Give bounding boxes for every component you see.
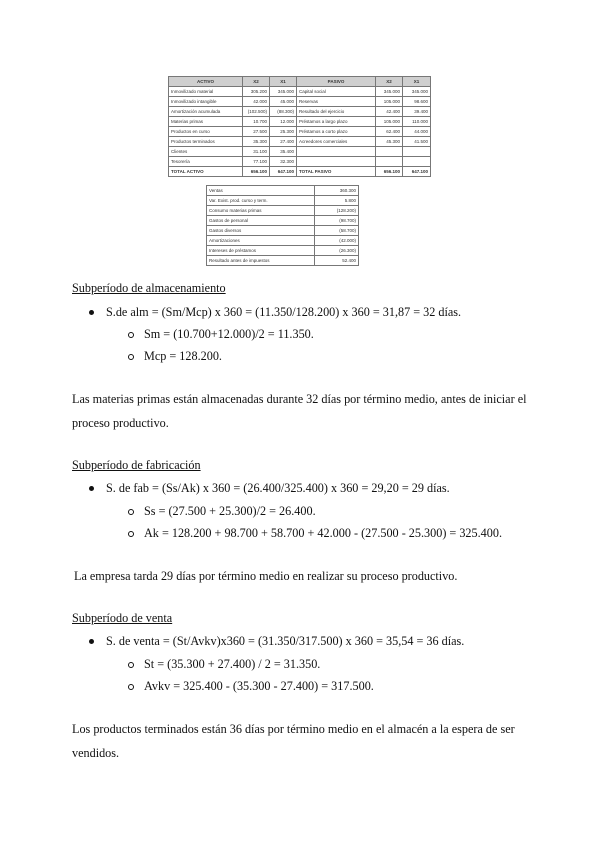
table-row	[169, 127, 431, 137]
table-cell: Gastos de personal	[207, 216, 315, 226]
table-cell	[297, 157, 376, 167]
table-cell: Amortización acumulada	[169, 107, 243, 117]
table-cell: Amortizaciones	[207, 236, 315, 246]
table-cell: 647.100	[403, 167, 431, 177]
table-cell: 345.000	[403, 87, 431, 97]
table-cell: Consumo materias primas	[207, 206, 315, 216]
table-cell: 41.500	[403, 137, 431, 147]
formula-fabricacion: S. de fab = (Ss/Ak) x 360 = (26.400/325.400) x 360 = 29,20 = 29 días.	[106, 481, 450, 495]
table-cell: ACTIVO	[169, 77, 243, 87]
table-cell: 10.700	[243, 117, 270, 127]
table-total-row	[169, 167, 431, 177]
table-cell: 31.100	[243, 147, 270, 157]
table-cell: 345.000	[376, 87, 403, 97]
table-row	[207, 256, 359, 266]
table-cell: 656.100	[243, 167, 270, 177]
table-row	[207, 216, 359, 226]
table-cell: 27.500	[243, 127, 270, 137]
table-cell: Var. Exist. prod. curso y term.	[207, 196, 315, 206]
table-cell: (26.300)	[315, 246, 359, 256]
table-cell: (98.700)	[315, 216, 359, 226]
table-cell: 360.300	[315, 186, 359, 196]
table-cell: 12.000	[270, 117, 297, 127]
paragraph-fabricacion: La empresa tarda 29 días por término medio en realizar su proceso productivo.	[74, 569, 458, 583]
circle-bullet-icon	[128, 354, 134, 360]
sub-ss: Ss = (27.500 + 25.300)/2 = 26.400.	[144, 504, 316, 518]
table-row	[207, 186, 359, 196]
table-cell: 45.000	[270, 97, 297, 107]
table-row	[169, 137, 431, 147]
table-cell: 44.000	[403, 127, 431, 137]
table-cell: TOTAL ACTIVO	[169, 167, 243, 177]
table-row	[207, 196, 359, 206]
table-cell: 305.200	[243, 87, 270, 97]
table-cell: 98.600	[403, 97, 431, 107]
table-cell: X1	[270, 77, 297, 87]
table-cell: Inmovilizado intangible	[169, 97, 243, 107]
table-cell: (102.500)	[243, 107, 270, 117]
table-cell: 27.400	[270, 137, 297, 147]
table-header-row	[169, 77, 431, 87]
bullet-icon	[89, 639, 94, 644]
table-row	[169, 107, 431, 117]
table-cell: (128.200)	[315, 206, 359, 216]
circle-bullet-icon	[128, 332, 134, 338]
income-statement-table	[206, 185, 359, 266]
table-row	[169, 147, 431, 157]
table-cell: Productos terminados	[169, 137, 243, 147]
circle-bullet-icon	[128, 684, 134, 690]
table-row	[169, 87, 431, 97]
table-cell: Préstamos a corto plazo	[297, 127, 376, 137]
table-cell	[376, 147, 403, 157]
paragraph-almacenamiento-line1: Las materias primas están almacenadas durante 32 días por término medio, antes de iniciar el	[72, 392, 527, 406]
table-cell: 110.000	[403, 117, 431, 127]
table-cell: 32.300	[270, 157, 297, 167]
table-cell: Materias primas	[169, 117, 243, 127]
table-cell: 45.300	[376, 137, 403, 147]
balance-table	[168, 76, 431, 177]
table-cell: Intereses de préstamos	[207, 246, 315, 256]
table-row	[207, 236, 359, 246]
table-cell: TOTAL PASIVO	[297, 167, 376, 177]
table-cell: X1	[403, 77, 431, 87]
circle-bullet-icon	[128, 509, 134, 515]
circle-bullet-icon	[128, 662, 134, 668]
formula-venta: S. de venta = (St/Avkv)x360 = (31.350/317.500) x 360 = 35,54 = 36 días.	[106, 634, 465, 648]
table-cell: 35.400	[270, 147, 297, 157]
bullet-icon	[89, 486, 94, 491]
circle-bullet-icon	[128, 531, 134, 537]
table-cell: Resultado del ejercicio	[297, 107, 376, 117]
table-cell: 35.300	[243, 137, 270, 147]
table-cell: 105.000	[376, 97, 403, 107]
table-row	[169, 117, 431, 127]
table-cell: Productos en curso	[169, 127, 243, 137]
table-cell: Resultado antes de impuestos	[207, 256, 315, 266]
sub-sm: Sm = (10.700+12.000)/2 = 11.350.	[144, 327, 314, 341]
sub-ak: Ak = 128.200 + 98.700 + 58.700 + 42.000 - (27.500 - 25.300) = 325.400.	[144, 526, 502, 540]
table-cell	[403, 147, 431, 157]
table-cell: Reservas	[297, 97, 376, 107]
table-cell: 39.400	[403, 107, 431, 117]
table-cell: X2	[376, 77, 403, 87]
sub-st: St = (35.300 + 27.400) / 2 = 31.350.	[144, 657, 321, 671]
paragraph-almacenamiento-line2: proceso productivo.	[72, 416, 169, 430]
table-cell: 5.800	[315, 196, 359, 206]
table-cell: 345.000	[270, 87, 297, 97]
table-cell: Gastos diversos	[207, 226, 315, 236]
table-cell: Clientes	[169, 147, 243, 157]
formula-almacenamiento: S.de alm = (Sm/Mcp) x 360 = (11.350/128.200) x 360 = 31,87 = 32 días.	[106, 305, 462, 319]
table-cell: Acreedores comerciales	[297, 137, 376, 147]
heading-fabricacion: Subperíodo de fabricación	[72, 458, 201, 472]
table-cell: X2	[243, 77, 270, 87]
table-cell: (42.000)	[315, 236, 359, 246]
table-cell: 42.400	[376, 107, 403, 117]
table-row	[207, 226, 359, 236]
table-cell: Capital social	[297, 87, 376, 97]
paragraph-venta-line1: Los productos terminados están 36 días por término medio en el almacén a la espera de ser	[72, 722, 515, 736]
table-cell: 25.300	[270, 127, 297, 137]
table-cell: Tesorería	[169, 157, 243, 167]
table-cell: 105.000	[376, 117, 403, 127]
table-cell: (58.700)	[315, 226, 359, 236]
paragraph-venta-line2: vendidos.	[72, 746, 120, 760]
sub-mcp: Mcp = 128.200.	[144, 349, 222, 363]
table-cell	[297, 147, 376, 157]
table-cell: Ventas	[207, 186, 315, 196]
table-row	[169, 97, 431, 107]
table-cell: (88.300)	[270, 107, 297, 117]
table-cell: 77.100	[243, 157, 270, 167]
table-cell: Préstamos a largo plazo	[297, 117, 376, 127]
table-cell	[403, 157, 431, 167]
table-cell	[376, 157, 403, 167]
table-cell: 647.100	[270, 167, 297, 177]
heading-venta: Subperíodo de venta	[72, 611, 173, 625]
table-cell: 656.100	[376, 167, 403, 177]
table-row	[207, 206, 359, 216]
table-cell: 42.000	[243, 97, 270, 107]
sub-avkv: Avkv = 325.400 - (35.300 - 27.400) = 317.500.	[144, 679, 374, 693]
table-row	[169, 157, 431, 167]
table-row	[207, 246, 359, 256]
table-cell: 52.400	[315, 256, 359, 266]
bullet-icon	[89, 310, 94, 315]
heading-almacenamiento: Subperíodo de almacenamiento	[72, 281, 226, 295]
table-cell: 62.400	[376, 127, 403, 137]
table-cell: Inmovilizado material	[169, 87, 243, 97]
table-cell: PASIVO	[297, 77, 376, 87]
